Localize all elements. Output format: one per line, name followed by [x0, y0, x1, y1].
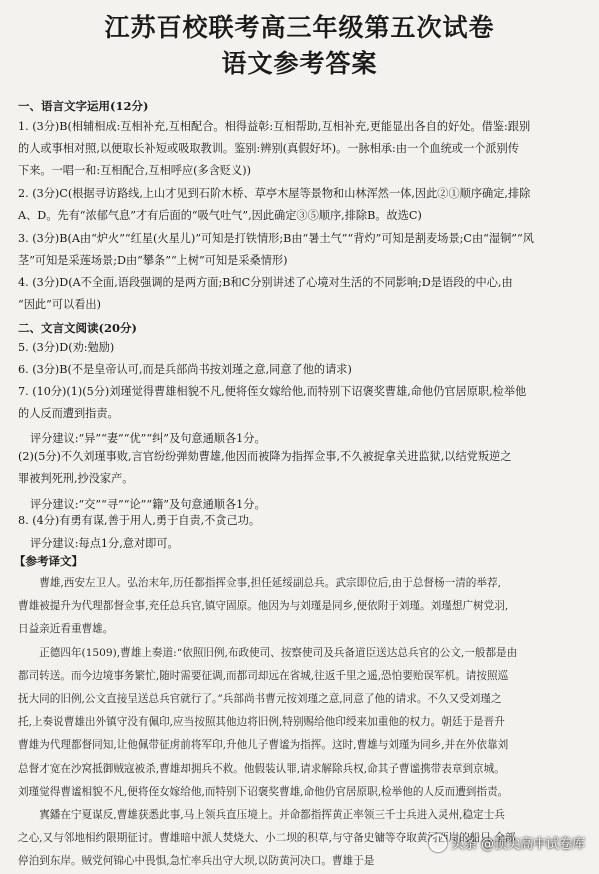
question-7-part-2 [18, 446, 583, 490]
question-6 [18, 359, 583, 381]
question-1 [18, 116, 583, 182]
q3-line: 3. (3分)B(A由“炉火”“红星(火星儿)”可知是打铁情形;B由“暑土气”“背灼”可知是割麦场景;C由“湿铜”“风 [18, 232, 534, 245]
translation-line: 曹雄被提升为代理都督佥事,充任总兵官,镇守固原。他因为与刘瑾是同乡,便依附于刘瑾。刘瑾想广树党羽, [18, 600, 509, 613]
translation-line: 曹雄为代理都督同知,让他佩带征虏前将军印,升他儿子曹谧为指挥。这时,曹雄与刘瑾为同乡,并在外依靠刘 [18, 739, 509, 752]
q8-line: 8. (4分)有勇有谋,善于用人,勇于自责,不贪己功。 [18, 514, 261, 527]
translation-line: 抚大同的旧例,公文直接呈送总兵官就行了。”兵部尚书曹元按刘瑾之意,同意了他的请求。不久又受刘瑾之 [18, 693, 502, 706]
toutiao-logo-icon [429, 834, 447, 852]
q8-scoring-note: 评分建议:每点1分,意对即可。 [30, 537, 179, 550]
section-heading-1: 一、语言文字运用(12分) [18, 99, 149, 113]
question-7 [18, 381, 583, 425]
translation-line: 曹雄,西安左卫人。弘治末年,历任都指挥佥事,担任延绥副总兵。武宗即位后,由于总督杨一清的举荐, [39, 577, 501, 589]
q2-line: A、D。先有“浓郁气息”才有后面的“吸气吐气”,因此确定③⑤顺序,排除B。故选C) [18, 209, 422, 222]
q4-line: 4. (3分)D(A不全面,语段强调的是两方面;B和C分别讲述了心境对生活的不同影响;D是语段的中心,由 [18, 276, 513, 289]
question-5 [18, 337, 583, 359]
watermark-text: 头条 @顶尖高中试卷库 [450, 837, 585, 852]
question-4 [18, 272, 583, 316]
section-heading-2: 二、文言文阅读(20分) [18, 321, 137, 335]
q7b-line: (2)(5分)不久刘瑾事败,言官纷纷弹劾曹雄,他因而被降为指挥佥事,不久被捉拿关进监狱,以结党叛逆之 [18, 450, 512, 463]
translation-line: 总督才宽在沙窝抵御贼寇被杀,曹雄却拥兵不救。他假装认罪,请求解除兵权,命其子曹谧携带表章到京城。 [18, 762, 505, 775]
q7-line: 的人反而遭到指责。 [18, 407, 119, 420]
q1-line: 下来。一唱一和:互相配合,互相呼应(多含贬义)) [18, 164, 251, 177]
translation-line: 托,上奏说曹雄出外镇守没有佩印,应当按照其他边将旧例,特别赐给他印绶来加重他的权力。朝廷于是晋升 [18, 716, 505, 729]
translation-line: 正德四年(1509),曹雄上奏道:“依照旧例,布政使司、按察使司及兵备道臣送达总兵官的公文,一般都是由 [39, 646, 518, 659]
title-line-1: 江苏百校联考高三年级第五次试卷 [104, 13, 495, 42]
q6-line: 6. (3分)B(不是皇帝认可,而是兵部尚书按刘瑾之意,同意了他的请求) [18, 363, 352, 376]
translation-line: 之心,又与邻地相约限期征讨。曹雄暗中派人焚烧大、小二坝的积草,与守备史镛等夺取黄河西岸的船只,全部 [18, 832, 516, 845]
q5-line: 5. (3分)D(劝:勉励) [18, 341, 115, 354]
question-2 [18, 183, 583, 227]
q4-line: “因此”可以看出) [18, 298, 101, 311]
translation-line: 停泊到东岸。贼党何锦心中畏惧,急忙率兵出守大坝,以防黄河决口。曹雄于是 [18, 855, 375, 868]
title-line-2: 语文参考答案 [221, 49, 378, 78]
q2-line: 2. (3分)C(根据寻访路线,上山才见到石阶木桥、草亭木屋等景物和山林浑然一体,因此②①顺序确定,排除 [18, 187, 531, 200]
watermark [429, 833, 585, 852]
q1-line: 的人或事相对照,以便取长补短或吸取教训。鉴别:辨别(真假好坏)。一脉相承:由一个血统或一个派别传 [18, 142, 519, 155]
translation-line: 寘鐇在宁夏谋反,曹雄获悉此事,马上领兵直压境上。并命都指挥黄正率领三千士兵进入灵州,稳定士兵 [39, 809, 505, 822]
translation-line: 都司转送。而今边境事务繁忙,随时需要征调,而都司却远在省城,往返千里之遥,恐怕要贻误军机。请按照巡 [18, 669, 509, 682]
q7b-line: 罪被判死刑,抄没家产。 [18, 472, 134, 485]
q7-scoring-note-2: 评分建议:“交”“寻”“论”“籍”及句意通顺各1分。 [30, 498, 266, 511]
q1-line: 1. (3分)B(相辅相成:互相补充,互相配合。相得益彰:互相帮助,互相补充,更能显出各自的好处。借鉴:跟别 [18, 120, 531, 133]
translation-line: 刘瑾觉得曹谧相貌不凡,便将侄女嫁给他,而特别下诏褒奖曹雄,命他仍官居原职,检举他的人反而遭到指责。 [18, 785, 509, 798]
reference-translation-tag: 【参考译文】 [14, 554, 83, 568]
translation-line: 日益亲近看重曹雄。 [18, 623, 114, 636]
question-8 [18, 510, 583, 532]
translation-text [18, 572, 588, 874]
q7-scoring-note-1: 评分建议:“异”“妻”“优”“纠”及句意通顺各1分。 [30, 432, 266, 445]
question-3 [18, 228, 583, 272]
q7-line: 7. (10分)(1)(5分)刘瑾觉得曹雄相貌不凡,便将侄女嫁给他,而特别下诏褒奖曹雄,命他仍官居原职,检举他 [18, 385, 527, 398]
q3-line: 茎”可知是采莲场景;D由“攀条”“上树”可知是采桑情形) [18, 254, 288, 267]
